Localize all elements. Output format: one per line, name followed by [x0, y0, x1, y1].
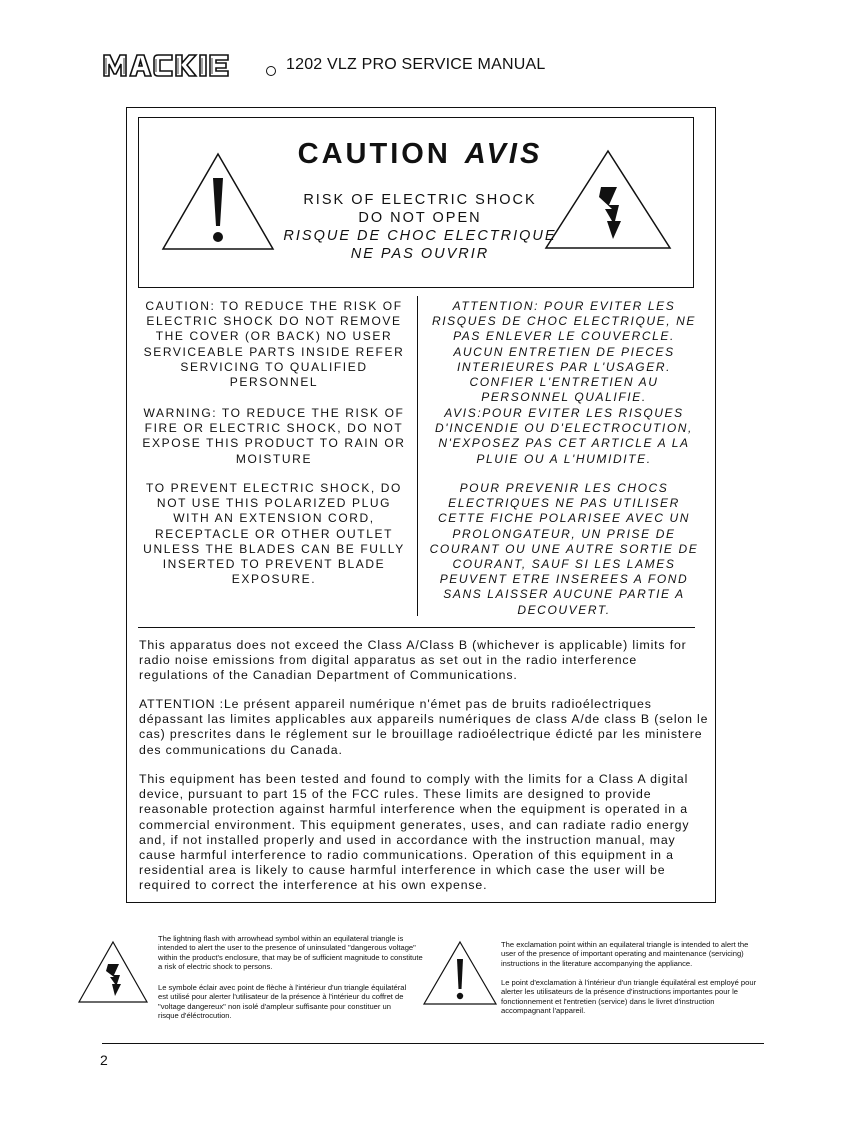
- french-warning-column-2: [428, 406, 700, 467]
- warning-en-cover: CAUTION: TO REDUCE THE RISK OF ELECTRIC SHOCK DO NOT REMOVE THE COVER (OR BACK) NO USER SERVICEABLE PARTS INSIDE REFER SERVICING TO QUALIFIED PERSONNEL: [143, 299, 405, 390]
- english-warning-column-2: [138, 406, 410, 467]
- regulatory-canada-fr: ATTENTION :Le présent appareil numérique n'émet pas de bruits radioélectriques dépassant las limites applicables aux appareils numériques de class A/de class B (selon le cas) prescrites dans le réglement sur le brouillage radioélectrique édicté par les ministere des communications du Canada.: [139, 697, 709, 757]
- exclamation-note-fr: Le point d'exclamation à l'intérieur d'un triangle équilatéral est employé pour alerter les utilisateurs de la présence d'instructions importantes pour le fonctionnement et l'entretien (service) dans le livret d'instruction accompagnant l'appareil.: [501, 978, 757, 1015]
- risk-en-line-1: RISK OF ELECTRIC SHOCK: [303, 192, 537, 208]
- warning-fr-moisture: AVIS:POUR EVITER LES RISQUES D'INCENDIE OU D'ELECTROCUTION, N'EXPOSEZ PAS CET ARTICLE A LA PLUIE OU A L'HUMIDITE.: [435, 406, 693, 466]
- exclamation-note-en: The exclamation point within an equilateral triangle is intended to alert the user of the presence of important operating and maintenance (servicing) instructions in the literature accompanying the appliance.: [501, 940, 749, 968]
- exclamation-triangle-icon: [160, 150, 276, 252]
- warning-fr-plug: POUR PREVENIR LES CHOCS ELECTRIQUES NE PAS UTILISER CETTE FICHE POLARISEE AVEC UN PROLONGATEUR, UN PRISE DE COURANT OU UNE AUTRE SORTIE DE COURANT, SAUF SI LES LAMES PEUVENT ETRE INSEREES A FOND SANS LAISSER AUCUNE PARTIE A DECOUVERT.: [429, 481, 699, 617]
- manual-title: 1202 VLZ PRO SERVICE MANUAL: [286, 56, 546, 73]
- lightning-note-en: The lightning flash with arrowhead symbol within an equilateral triangle is intended to alert the user to the presence of uninsulated "dangerous voltage" within the product's enclosure, that may be of sufficient magnitude to constitute a risk of electric shock to persons.: [158, 934, 423, 971]
- mackie-logo: [102, 52, 264, 78]
- english-warning-column-3: [138, 481, 410, 587]
- caution-title-fr: AVIS: [464, 138, 543, 170]
- regulatory-canada-en: This apparatus does not exceed the Class A/Class B (whichever is applicable) limits for radio noise emissions from digital apparatus as set out in the radio interference regulations of the Canadian Department of Communications.: [139, 638, 687, 683]
- risk-en-line-2: DO NOT OPEN: [358, 210, 482, 226]
- english-warning-column: [138, 299, 410, 390]
- lightning-note-fr: Le symbole éclair avec point de flèche à l'intérieur d'un triangle équilatéral est utilisé pour alerter l'utilisateur de la présence à l'intérieur du coffret de "voltage dangereux" non isolé d'ampleur suffisante pour constituer un risque d'éléctrocution.: [158, 983, 407, 1020]
- regulatory-fcc: This equipment has been tested and found to comply with the limits for a Class A digital device, pursuant to part 15 of the FCC rules. These limits are designed to provide reasonable protection against harmful interference when the equipment is operated in a commercial environment. This equipment generates, uses, and can radiate radio energy and, if not installed properly and used in accordance with the instruction manual, may cause harmful interference to radio communications. Operation of this equipment in a residential area is likely to cause harmful interference in which case the user will be required to correct the interference at his own expense.: [139, 772, 690, 893]
- page-header: [102, 52, 545, 78]
- french-warning-column: [428, 299, 700, 405]
- risk-fr-line-2: NE PAS OUVRIR: [350, 246, 490, 262]
- french-warning-column-3: [428, 481, 700, 618]
- caution-title-en: CAUTION: [297, 138, 451, 170]
- warning-en-moisture: WARNING: TO REDUCE THE RISK OF FIRE OR ELECTRIC SHOCK, DO NOT EXPOSE THIS PRODUCT TO RAIN OR MOISTURE: [142, 406, 406, 466]
- registered-mark-icon: [266, 66, 276, 76]
- risk-fr-line-1: RISQUE DE CHOC ELECTRIQUE: [283, 228, 557, 244]
- exclamation-triangle-icon: [422, 939, 498, 1007]
- caution-title: [280, 138, 560, 171]
- lightning-triangle-icon: [77, 939, 149, 1005]
- warning-en-plug: TO PREVENT ELECTRIC SHOCK, DO NOT USE THIS POLARIZED PLUG WITH AN EXTENSION CORD, RECEPTACLE OR OTHER OUTLET UNLESS THE BLADES CAN BE FULLY INSERTED TO PREVENT BLADE EXPOSURE.: [143, 481, 405, 587]
- page-number: 2: [100, 1052, 108, 1068]
- warning-fr-cover: ATTENTION: POUR EVITER LES RISQUES DE CHOC ELECTRIQUE, NE PAS ENLEVER LE COUVERCLE. AUCUN ENTRETIEN DE PIECES INTERIEURES PAR L'USAGER. CONFIER L'ENTRETIEN AU PERSONNEL QUALIFIE.: [431, 299, 697, 405]
- footer-rule: [102, 1043, 764, 1044]
- section-divider: [138, 627, 695, 628]
- column-divider: [417, 296, 418, 616]
